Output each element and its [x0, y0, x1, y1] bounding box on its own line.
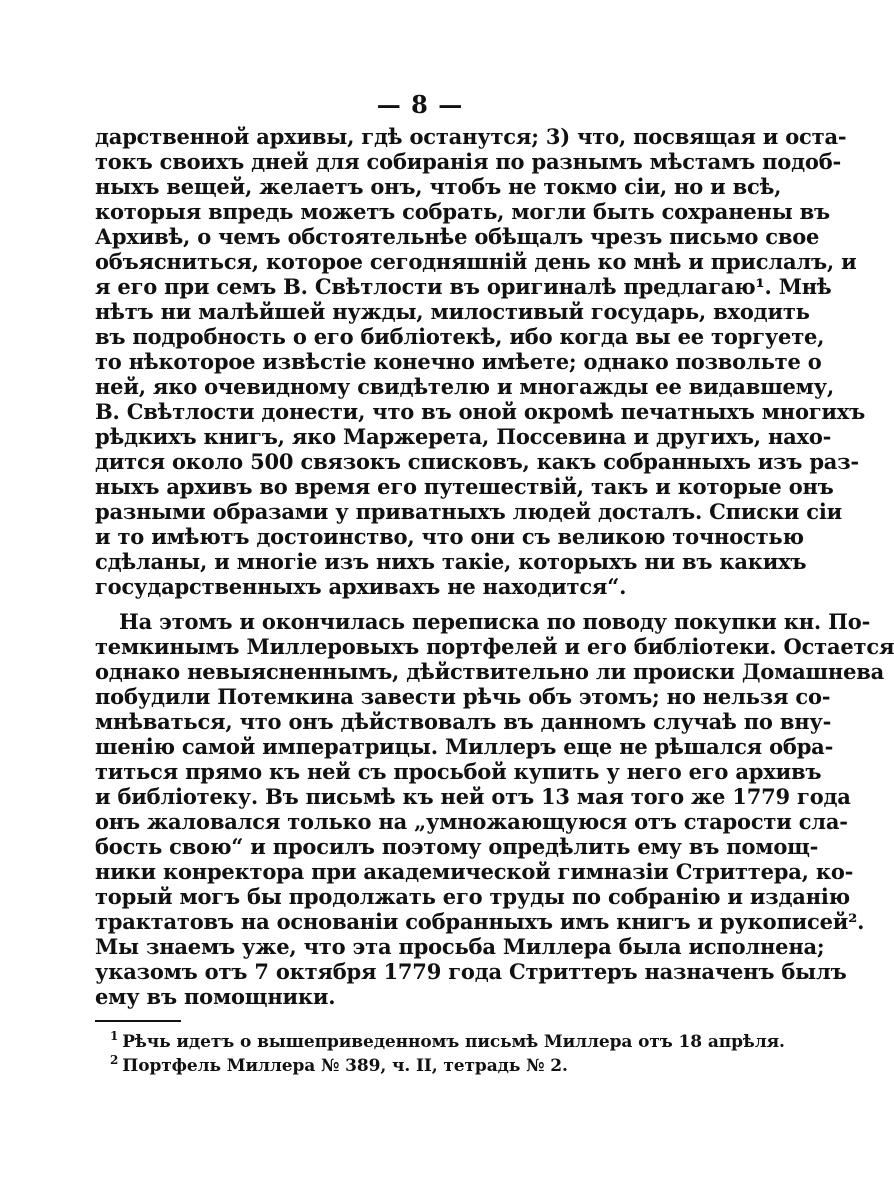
text-line: мнѣваться, что онъ дѣйствовалъ въ данномъ случаѣ по вну- [95, 709, 832, 734]
footnote-text: Рѣчь идетъ о вышеприведенномъ письмѣ Миллера отъ 18 апрѣля. [122, 1032, 785, 1052]
text-line: я его при семъ В. Свѣтлости въ оригиналѣ предлагаю¹. Мнѣ [95, 274, 832, 299]
text-line: указомъ отъ 7 октября 1779 года Стриттеръ назначенъ былъ [95, 959, 847, 984]
text-line: побудили Потемкина завести рѣчь объ этомъ; но нельзя со- [95, 684, 831, 709]
text-line: ныхъ архивъ во время его путешествій, такъ и которые онъ [95, 474, 834, 499]
text-line: объясниться, которое сегодняшній день ко мнѣ и прислалъ, и [95, 249, 857, 274]
footnote-mark: 2 [110, 1053, 119, 1068]
text-line: и библіотеку. Въ письмѣ къ ней отъ 13 мая того же 1779 года [95, 784, 851, 809]
text-line: онъ жаловался только на „умножающуюся отъ старости сла- [95, 809, 848, 834]
text-line: ней, яко очевидному свидѣтелю и многажды ее видавшему, [95, 374, 835, 399]
text-line: которыя впредь можетъ собрать, могли быть сохранены въ [95, 199, 830, 224]
text-line: то нѣкоторое извѣстіе конечно имѣете; однако позвольте о [95, 349, 822, 374]
text-line: Архивѣ, о чемъ обстоятельнѣе обѣщалъ чрезъ письмо свое [95, 224, 820, 249]
text-line: Мы знаемъ уже, что эта просьба Миллера была исполнена; [95, 934, 825, 959]
text-line: ныхъ вещей, желаетъ онъ, чтобъ не токмо сіи, но и всѣ, [95, 174, 782, 199]
text-line: однако невыясненнымъ, дѣйствительно ли происки Домашнева [95, 659, 885, 684]
text-line: нѣтъ ни малѣйшей нужды, милостивый государь, входить [95, 299, 810, 324]
text-line: токъ своихъ дней для собиранія по разнымъ мѣстамъ подоб- [95, 149, 842, 174]
footnote-mark: 1 [110, 1029, 119, 1044]
text-line: сдѣланы, и многіе изъ нихъ такіе, которыхъ ни въ какихъ [95, 549, 807, 574]
text-line: ники конректора при академической гимназіи Стриттера, ко- [95, 859, 854, 884]
text-line: трактатовъ на основаніи собранныхъ имъ книгъ и рукописей². [95, 909, 865, 934]
text-line: и то имѣютъ достоинство, что они съ великою точностью [95, 524, 804, 549]
text-line: государственныхъ архивахъ не находится“. [95, 574, 627, 599]
footnote [110, 1054, 710, 1078]
page-number: — 8 — [376, 90, 464, 119]
text-line: шенію самой императрицы. Миллеръ еще не рѣшался обра- [95, 734, 834, 759]
footnote [110, 1029, 785, 1054]
text-line: дится около 500 связокъ списковъ, какъ собранныхъ изъ раз- [95, 449, 859, 474]
footnote-text: Портфель Миллера № 389, ч. II, тетрадь № 2. [122, 1056, 568, 1076]
text-line: разными образами у приватныхъ людей досталъ. Списки сіи [95, 499, 843, 524]
text-line: въ подробность о его библіотекѣ, ибо когда вы ее торгуете, [95, 324, 825, 349]
text-line: дарственной архивы, гдѣ останутся; 3) что, посвящая и оста- [95, 124, 847, 149]
text-line: торый могъ бы продолжать его труды по собранію и изданію [95, 884, 850, 909]
text-line: В. Свѣтлости донести, что въ оной окромѣ печатныхъ многихъ [95, 399, 866, 424]
text-line: темкинымъ Миллеровыхъ портфелей и его библіотеки. Остается [95, 634, 894, 659]
text-line: рѣдкихъ книгъ, яко Маржерета, Поссевина и другихъ, нахо- [95, 424, 832, 449]
text-line: ему въ помощники. [95, 984, 336, 1009]
paragraph-1 [95, 124, 866, 599]
text-line: бость свою“ и просилъ поэтому опредѣлить ему въ помощ- [95, 834, 819, 859]
footnote-divider [95, 1020, 181, 1022]
paragraph-2 [95, 609, 894, 1009]
footnotes [110, 1029, 785, 1078]
text-line: На этомъ и окончилась переписка по поводу покупки кн. По- [119, 609, 871, 634]
text-line: титься прямо къ ней съ просьбой купить у него его архивъ [95, 759, 822, 784]
